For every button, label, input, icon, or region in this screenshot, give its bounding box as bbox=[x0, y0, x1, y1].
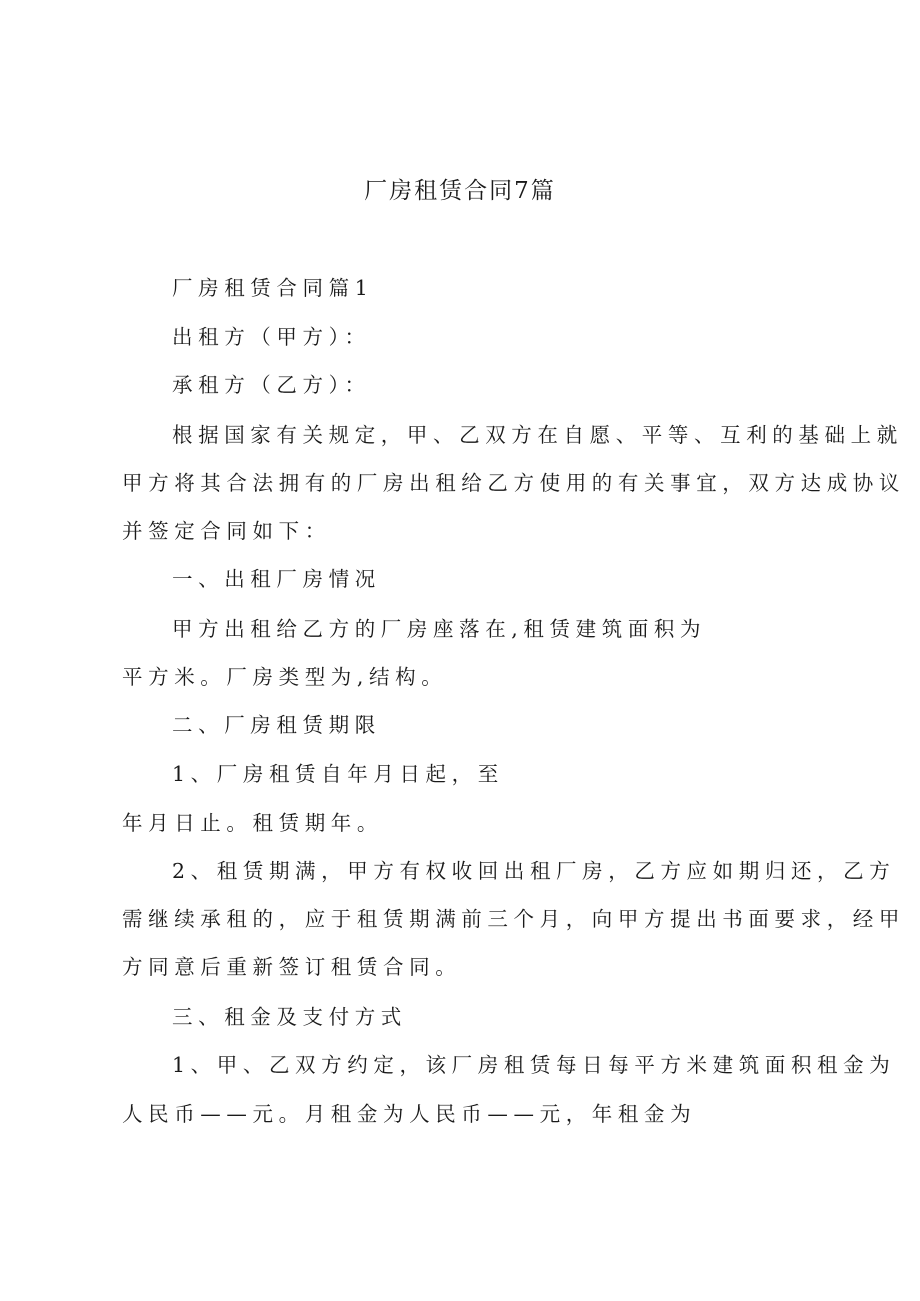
section-heading: 厂房租赁合同篇1 bbox=[172, 276, 374, 300]
paragraph-line: 1、甲、乙双方约定，该厂房租赁每日每平方米建筑面积租金为 bbox=[172, 1053, 896, 1077]
lessor-label: 出租方（甲方）： bbox=[172, 325, 371, 349]
document-title: 厂房租赁合同7篇 bbox=[364, 178, 556, 204]
paragraph-line: 人民币——元。月租金为人民币——元，年租金为 bbox=[122, 1102, 697, 1126]
lessee-label: 承租方（乙方）： bbox=[172, 373, 371, 397]
paragraph-line: 甲方出租给乙方的厂房座落在,租赁建筑面积为 bbox=[172, 617, 707, 641]
paragraph-line: 1、厂房租赁自年月日起，至 bbox=[172, 762, 504, 786]
paragraph-line: 2、租赁期满，甲方有权收回出租厂房，乙方应如期归还，乙方 bbox=[172, 859, 896, 883]
clause-heading: 二、厂房租赁期限 bbox=[172, 713, 381, 737]
clause-heading: 一、出租厂房情况 bbox=[172, 567, 381, 591]
paragraph-line: 甲方将其合法拥有的厂房出租给乙方使用的有关事宜，双方达成协议 bbox=[122, 471, 905, 495]
paragraph-line: 并签定合同如下： bbox=[122, 519, 331, 543]
paragraph-line: 平方米。厂房类型为,结构。 bbox=[122, 665, 448, 689]
paragraph-line: 年月日止。租赁期年。 bbox=[122, 811, 383, 835]
paragraph-line: 方同意后重新签订租赁合同。 bbox=[122, 955, 462, 979]
paragraph-line: 需继续承租的，应于租赁期满前三个月，向甲方提出书面要求，经甲 bbox=[122, 907, 905, 931]
clause-heading: 三、租金及支付方式 bbox=[172, 1005, 407, 1029]
paragraph-line: 根据国家有关规定，甲、乙双方在自愿、平等、互利的基础上就 bbox=[172, 423, 903, 447]
